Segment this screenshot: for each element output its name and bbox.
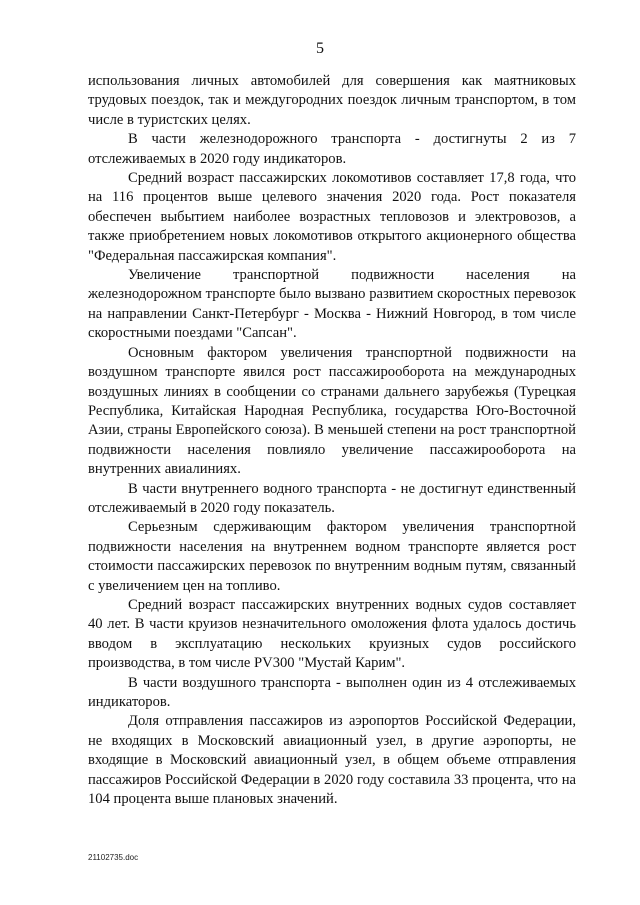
document-body <box>88 72 576 809</box>
paragraph-rail-indicators: В части железнодорожного транспорта - достигнуты 2 из 7 отслеживаемых в 2020 году индикаторов. <box>88 131 576 167</box>
paragraph-air-indicators: В части воздушного транспорта - выполнен один из 4 отслеживаемых индикаторов. <box>88 674 576 710</box>
paragraph-vessel-age: Средний возраст пассажирских внутренних водных судов составляет 40 лет. В части круизов незначительного омоложения флота удалось достичь вводом в эксплуатацию нескольких круизных судов российского производства, в том числе PV300 "Мустай Карим". <box>88 596 576 672</box>
paragraph-water-indicators: В части внутреннего водного транспорта - не достигнут единственный отслеживаемый в 2020 году показатель. <box>88 480 576 516</box>
footer-filename: 21102735.doc <box>88 853 139 862</box>
paragraph-continuation: использования личных автомобилей для совершения как маятниковых трудовых поездок, так и междугородних поездок личным транспортом, в том числе в туристских целях. <box>88 73 576 128</box>
page-number: 5 <box>316 40 324 57</box>
paragraph-locomotive-age: Средний возраст пассажирских локомотивов составляет 17,8 года, что на 116 процентов выше целевого значения 2020 года. Рост показателя обеспечен выбытием наиболее возрастных тепловозов и электровозов, а также приобретением новых локомотивов открытого акционерного общества "Федеральная пассажирская компания". <box>88 170 576 264</box>
paragraph-airport-share: Доля отправления пассажиров из аэропортов Российской Федерации, не входящих в Московский авиационный узел, в другие аэропорты, не входящие в Московский авиационный узел, в общем объеме отправления пассажиров Российской Федерации в 2020 году составила 33 процента, что на 104 процента выше плановых значений. <box>88 713 576 808</box>
paragraph-rail-mobility: Увеличение транспортной подвижности населения на железнодорожном транспорте было вызвано развитием скоростных перевозок на направлении Санкт-Петербург - Москва - Нижний Новгород, в том числе скоростными поездами "Сапсан". <box>88 267 576 342</box>
paragraph-air-mobility-factor: Основным фактором увеличения транспортной подвижности на воздушном транспорте явился рост пассажирооборота на международных воздушных линиях в сообщении со странами дальнего зарубежья (Турецкая Республика, Китайская Народная Республика, государства Юго-Восточной Азии, страны Европейского союза). В меньшей степени на рост транспортной подвижности населения повлияло увеличение пассажирооборота на внутренних авиалиниях. <box>88 344 576 478</box>
paragraph-water-constraint: Серьезным сдерживающим фактором увеличения транспортной подвижности населения на внутреннем водном транспорте является рост стоимости пассажирских перевозок по внутренним водным путям, связанный с увеличением цен на топливо. <box>88 519 576 594</box>
